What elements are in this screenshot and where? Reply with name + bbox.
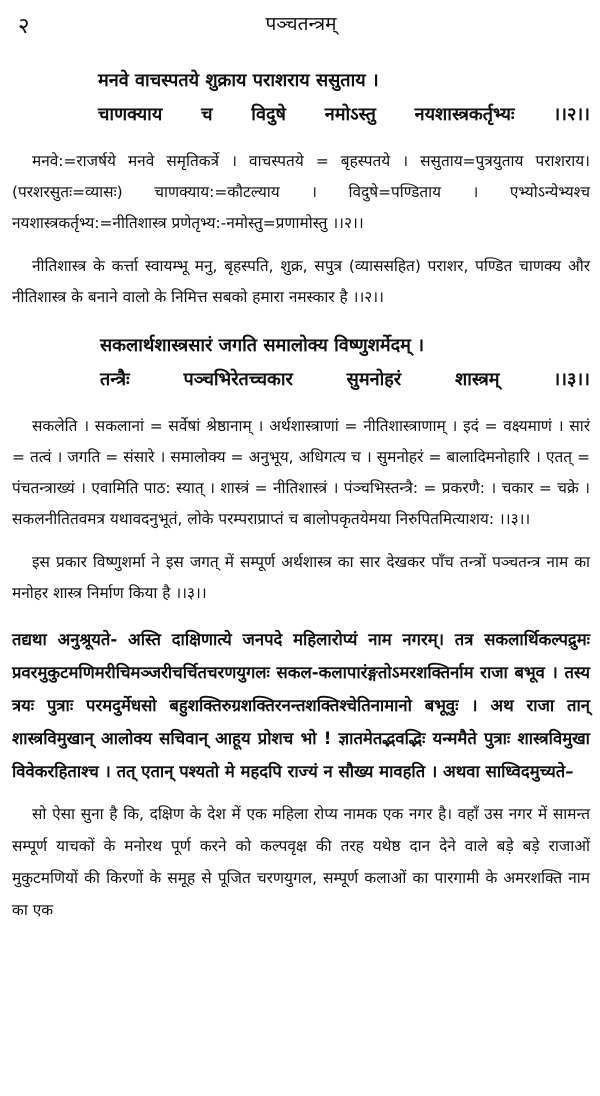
hindi-prose-translation: सो ऐसा सुना है कि, दक्षिण के देश में एक महिला रोप्य नामक एक नगर है। वहाँ उस नगर में सामन्त सम्पूर्ण याचकों के मनोरथ पूर्ण करने को कल्पवृक्ष की तरह यथेष्ठ दान देने वाले बड़े बड़े राजाओं मुकुटमणियों की किरणों के समूह से पूजित चरणयुगल, सम्पूर्ण कलाओं का पारगामी के अमरशक्ति नाम का एक [12, 805, 590, 919]
sanskrit-prose: तद्यथा अनुश्रूयते- अस्ति दाक्षिणात्ये जनपदे महिलारोप्यं नाम नगरम्। तत्र सकलार्थिकल्पद्रुमः प्रवरमुकुटमणिमरीचिमञ्जरीचर्चितचरणयुगलः सकल-कलापारंङ्गतोऽमरशक्तिर्नाम राजा बभूव । तस्य त्रयः पुत्राः परमदुर्मेधसो बहुशक्तिरुग्रशक्तिरनन्तशक्तिश्चेतिनामानो बभूवुः । अथ राजा तान् शास्त्रविमुखान् आलोक्य सचिवान् आहूय प्रोशच भो ! ज्ञातमेतद्भवद्भिः यन्ममैते पुत्राः शास्त्रविमुखा विवेकरहिताश्च । तत् एतान् पश्यतो मे महदपि राज्यं न सौख्य मावहति । अथवा साध्विदमुच्यते– [12, 630, 590, 781]
verse-2 [12, 64, 590, 132]
hindi-translation: नीतिशास्त्र के कर्त्ता स्वायम्भू मनु, बृहस्पति, शुक्र, सपुत्र (व्याससहित) पराशर, पण्डित चाणक्य और नीतिशास्त्र के बनाने वालो के निमित्त सबको हमारा नमस्कार है ।।२।। [12, 257, 590, 306]
page-number: २ [18, 14, 30, 39]
verse-line: तन्त्रैः पञ्चभिरेतच्चकार सुमनोहरं शास्त्रम् ।।३।। [100, 369, 590, 390]
verse-line: मनवे वाचस्पतये शुक्राय पराशराय ससुताय । [98, 70, 379, 91]
hindi-translation: इस प्रकार विष्णुशर्मा ने इस जगत् में सम्पूर्ण अर्थशास्त्र का सार देखकर पाँच तन्त्रों पञ्चतन्त्र नाम का मनोहर शास्त्र निर्माण किया है ।।३।। [12, 553, 590, 602]
verse-line: सकलार्थशास्त्रसारं जगति समालोक्य विष्णुशर्मेदम् । [100, 335, 425, 356]
running-title: पञ्चतन्त्रम् [265, 13, 337, 35]
page-header [12, 0, 590, 48]
verse-3 [12, 329, 590, 397]
sanskrit-commentary: सकलेति । सकलानां = सर्वेषां श्रेष्ठानाम् । अर्थशास्त्राणां = नीतिशास्त्राणाम् । इदं = वक्ष्यमाणं । सारं = तत्वं । जगति = संसारे । समालोक्य = अनुभूय, अधिगत्य च । सुमनोहरं = बालादिमनोहारि । एतत् = पंचतन्त्राख्यं । एवामिति पाठ: स्यात् । शास्त्रं = नीतिशास्त्रं । पंञ्चभिस्तन्त्रै: = प्रकरणै: । चकार = चक्रे । सकलनीतितवमत्र यथावदनुभूतं, लोके परम्पराप्राप्तं च बालोपकृतयेमया निरुपितमित्याशय: ।।३।। [12, 417, 590, 528]
sanskrit-commentary: मनवे:=राजर्षये मनवे समृतिकर्त्रे । वाचस्पतये = बृहस्पतये । ससुताय=पुत्रयुताय पराशराय। (परशरसुतः=व्यासः) चाणक्याय:=कौटल्याय । विदुषे=पण्डिताय । एभ्योऽन्येभ्यश्च नयशास्त्रकर्तृभ्य:=नीतिशास्त्र प्रणेतृभ्य:-नमोस्तु=प्रणामोस्तु ।।२।। [12, 152, 590, 232]
verse-line: चाणक्याय च विदुषे नमोऽस्तु नयशास्त्रकर्तृभ्यः ।।२।। [98, 104, 590, 125]
